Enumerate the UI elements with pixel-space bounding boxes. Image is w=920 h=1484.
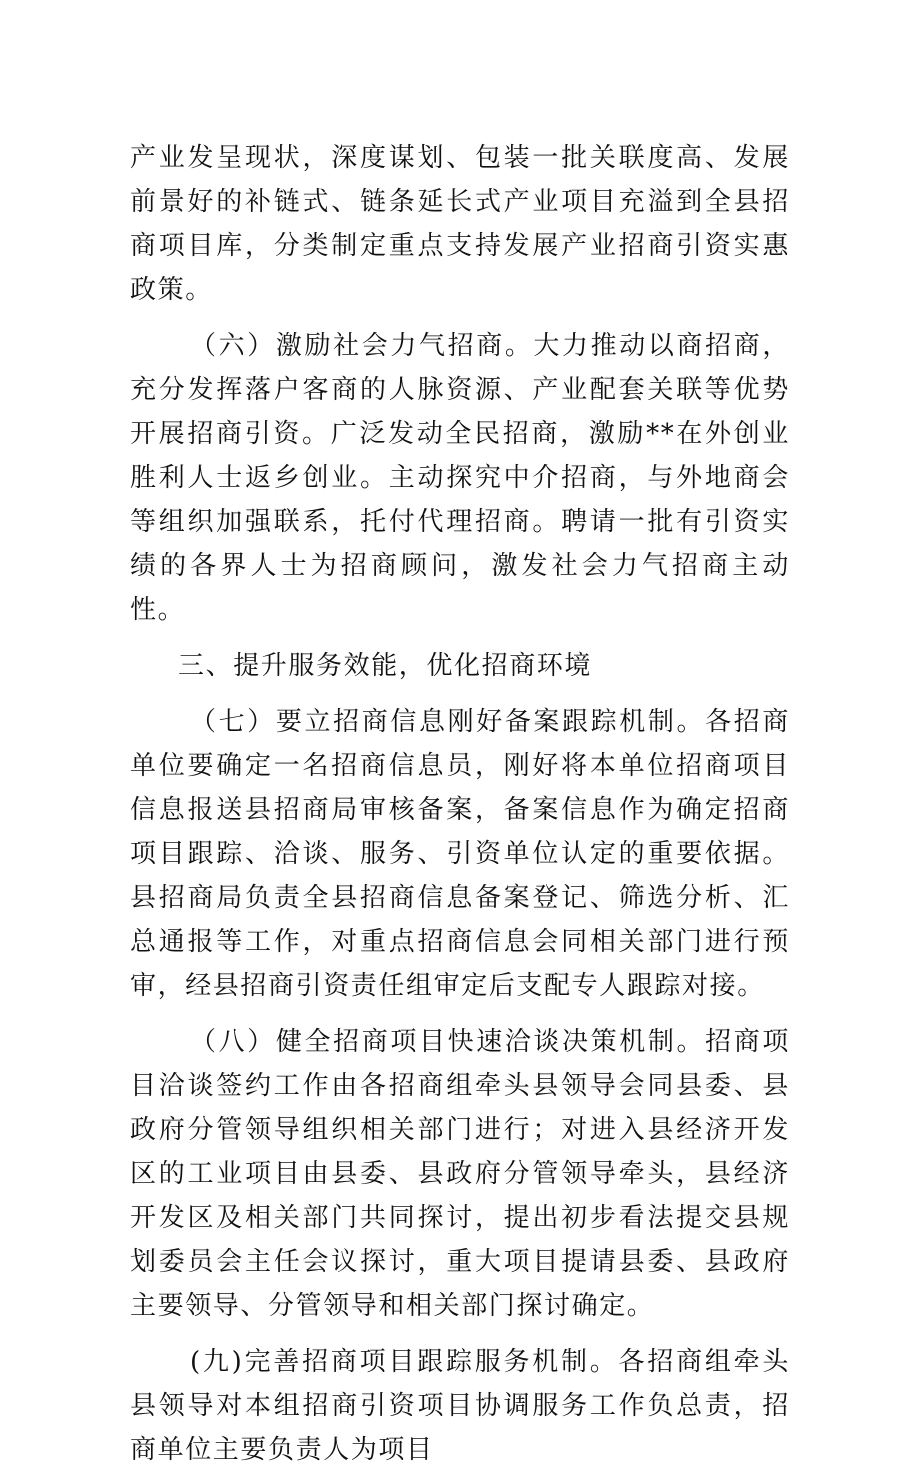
paragraph-nine-service-mechanism: (九)完善招商项目跟踪服务机制。各招商组牵头县领导对本组招商引资项目协调服务工作负总责，招商单位主要负责人为项目 [130,1347,790,1465]
paragraph-eight-decision-mechanism: （八）健全招商项目快速洽谈决策机制。招商项目洽谈签约工作由各招商组牵头县领导会同县委、县政府分管领导组织相关部门进行；对进入县经济开发区的工业项目由县委、县政府分管领导牵头，县经济开发区及相关部门共同探讨，提出初步看法提交县规划委员会主任会议探讨，重大项目提请县委、县政府主要领导、分管领导和相关部门探讨确定。 [130,1027,790,1321]
paragraph-continuation: 产业发呈现状，深度谋划、包装一批关联度高、发展前景好的补链式、链条延长式产业项目充溢到全县招商项目库，分类制定重点支持发展产业招商引资实惠政策。 [130,143,790,305]
paragraph-six-social-investment: （六）激励社会力气招商。大力推动以商招商，充分发挥落户客商的人脉资源、产业配套关联等优势开展招商引资。广泛发动全民招商，激励**在外创业胜利人士返乡创业。主动探究中介招商，与外地商会等组织加强联系，托付代理招商。聘请一批有引资实绩的各界人士为招商顾问，激发社会力气招商主动性。 [130,331,790,625]
section-heading-three: 三、提升服务效能，优化招商环境 [178,651,593,681]
document-body [130,136,790,1484]
paragraph-seven-info-tracking: （七）要立招商信息刚好备案跟踪机制。各招商单位要确定一名招商信息员，刚好将本单位招商项目信息报送县招商局审核备案，备案信息作为确定招商项目跟踪、洽谈、服务、引资单位认定的重要依据。县招商局负责全县招商信息备案登记、筛选分析、汇总通报等工作，对重点招商信息会同相关部门进行预审，经县招商引资责任组审定后支配专人跟踪对接。 [130,707,790,1001]
